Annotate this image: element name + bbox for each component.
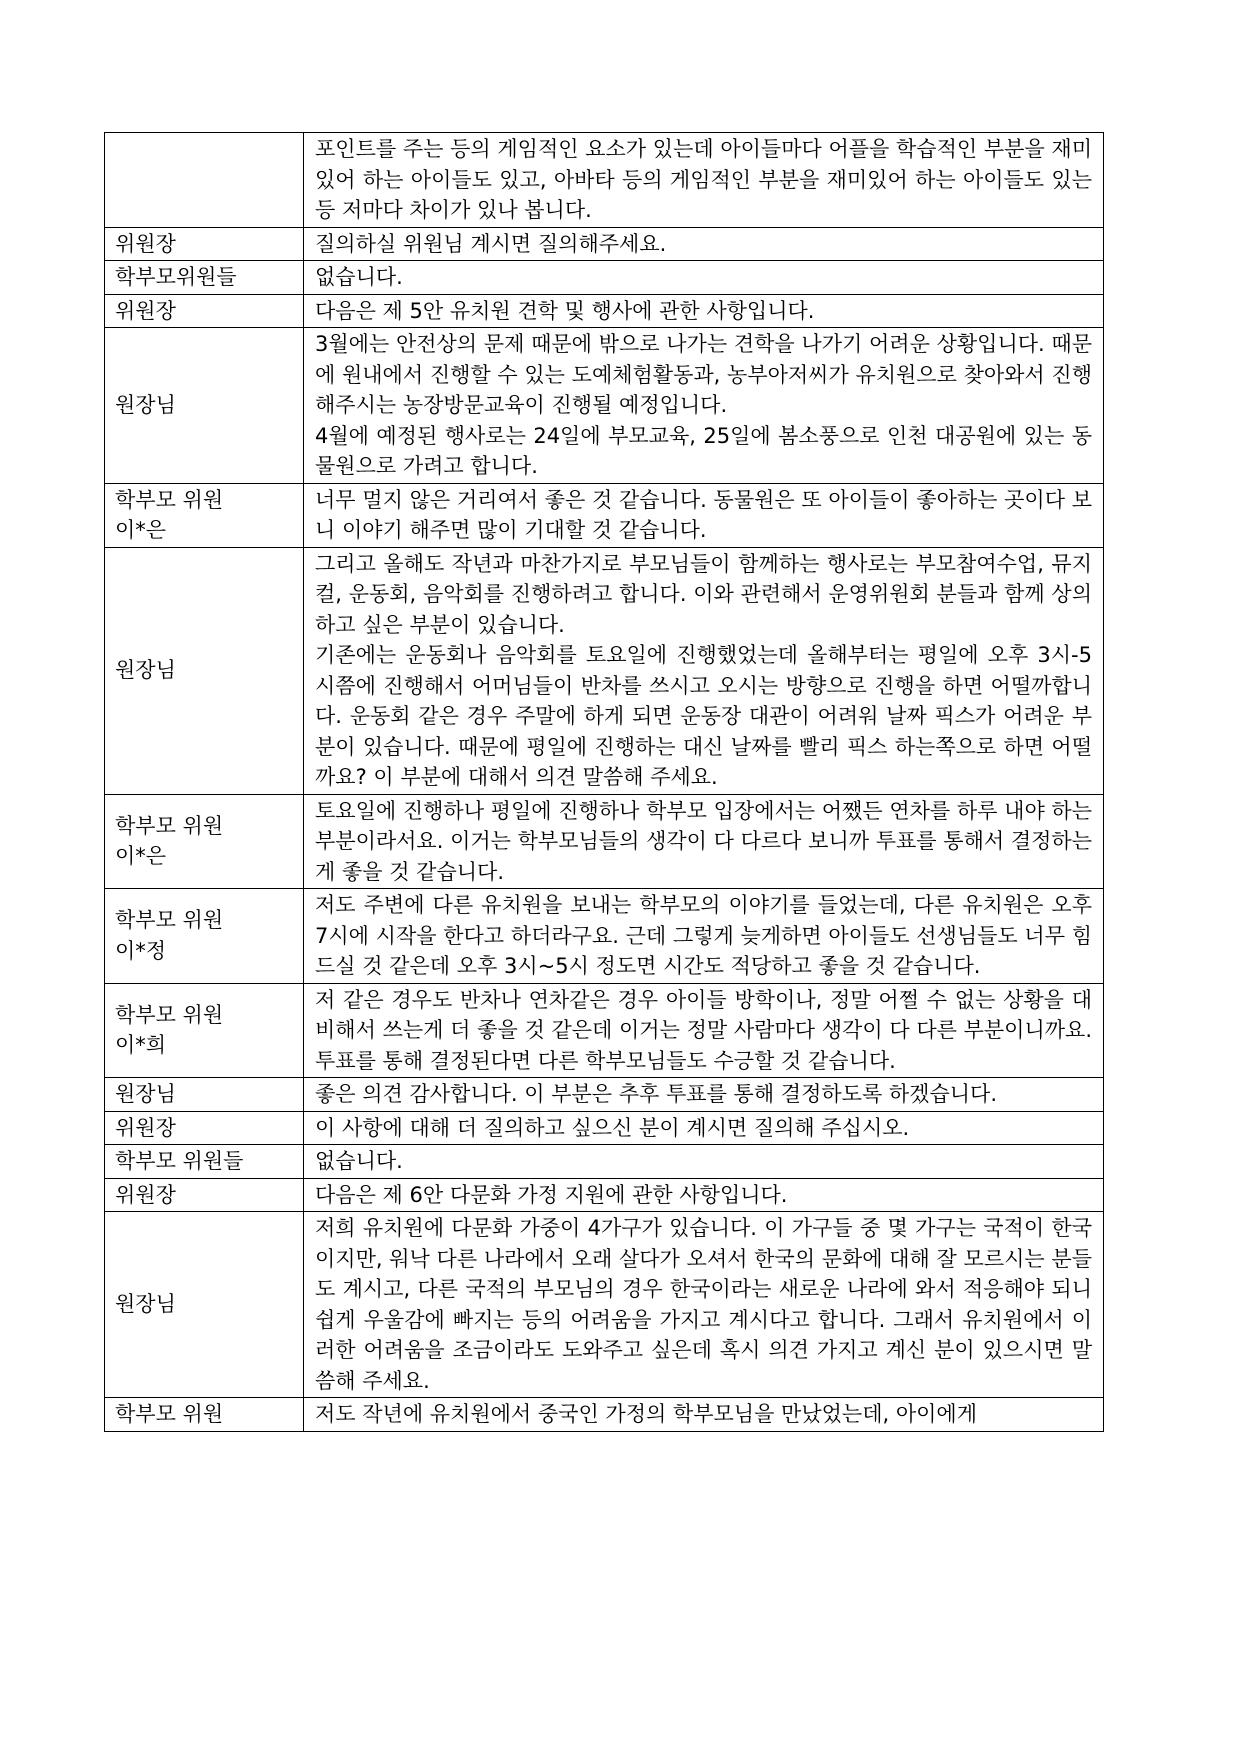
table-row (105, 294, 1104, 328)
table-row (105, 547, 1104, 794)
statement-cell (304, 261, 1104, 295)
speaker-cell (105, 1398, 304, 1432)
speaker-name: 학부모 위원 (115, 813, 224, 838)
speaker-cell (105, 328, 304, 484)
table-row (105, 1111, 1104, 1145)
speaker-name: 위원장 (115, 1182, 176, 1207)
statement-cell (304, 1398, 1104, 1432)
statement-cell (304, 547, 1104, 794)
speaker-name: 학부모 위원들 (115, 1149, 244, 1173)
statement-cell (304, 983, 1104, 1078)
speaker-cell (105, 983, 304, 1078)
speaker-name: 위원장 (115, 231, 176, 256)
speaker-name: 원장님 (115, 1082, 176, 1106)
speaker-cell (105, 483, 304, 547)
statement-paragraph: 저도 주변에 다른 유치원을 보내는 학부모의 이야기를 들었는데, 다른 유치원은 오후 7시에 시작을 한다고 하더라구요. 근데 그렇게 늦게하면 아이들도 선생님들도 너무 힘드실 것 같은데 오후 3시~5시 정도면 시간도 적당하고 좋을 것 같습니다. (315, 893, 1092, 978)
statement-paragraph: 기존에는 운동회나 음악회를 토요일에 진행했었는데 올해부터는 평일에 오후 3시-5시쯤에 진행해서 어머님들이 반차를 쓰시고 오시는 방향으로 진행을 하면 어떨까합니다. 운동회 같은 경우 주말에 하게 되면 운동장 대관이 어려워 날짜 픽스가 어려운 부분이 있습니다. 때문에 평일에 진행하는 대신 날짜를 빨리 픽스 하는쪽으로 하면 어떨까요? 이 부분에 대해서 의견 말씀해 주세요. (315, 643, 1092, 789)
speaker-cell (105, 294, 304, 328)
speaker-name: 학부모 위원 (115, 487, 224, 512)
table-row (105, 1145, 1104, 1179)
statement-paragraph: 토요일에 진행하나 평일에 진행하나 학부모 입장에서는 어쨌든 연차를 하루 내야 하는 부분이라서요. 이거는 학부모님들의 생각이 다 다르다 보니까 투표를 통해서 결정하는게 좋을 것 같습니다. (315, 798, 1092, 884)
statement-cell (304, 294, 1104, 328)
table-row (105, 133, 1104, 228)
statement-cell (304, 328, 1104, 484)
speaker-name: 학부모 위원 (115, 1002, 224, 1027)
statement-cell (304, 1078, 1104, 1112)
statement-paragraph: 좋은 의견 감사합니다. 이 부분은 추후 투표를 통해 결정하도록 하겠습니다. (315, 1082, 998, 1106)
speaker-cell (105, 133, 304, 228)
speaker-name: 위원장 (115, 1115, 176, 1140)
statement-paragraph: 4월에 예정된 행사로는 24일에 부모교육, 25일에 봄소풍으로 인천 대공원에 있는 동물원으로 가려고 합니다. (315, 423, 1092, 478)
speaker-cell (105, 1111, 304, 1145)
speaker-cell (105, 889, 304, 984)
statement-cell (304, 1212, 1104, 1398)
table-row (105, 983, 1104, 1078)
statement-paragraph: 너무 멀지 않은 거리여서 좋은 것 같습니다. 동물원은 또 아이들이 좋아하는 곳이다 보니 이야기 해주면 많이 기대할 것 같습니다. (315, 487, 1092, 542)
table-row (105, 1078, 1104, 1112)
speaker-cell (105, 1078, 304, 1112)
statement-cell (304, 227, 1104, 261)
speaker-name: 학부모 위원 (115, 908, 224, 933)
speaker-name: 원장님 (115, 1292, 176, 1317)
statement-paragraph: 그리고 올해도 작년과 마찬가지로 부모님들이 함께하는 행사로는 부모참여수업, 뮤지컬, 운동회, 음악회를 진행하려고 합니다. 이와 관련해서 운영위원회 분들과 함께 상의하고 싶은 부분이 있습니다. (315, 551, 1092, 637)
speaker-name: 이*희 (115, 1033, 167, 1058)
table-row (105, 889, 1104, 984)
statement-paragraph: 이 사항에 대해 더 질의하고 싶으신 분이 계시면 질의해 주십시오. (315, 1115, 910, 1140)
speaker-name: 이*정 (115, 938, 167, 963)
table-row (105, 1212, 1104, 1398)
statement-cell (304, 1145, 1104, 1179)
statement-paragraph: 없습니다. (315, 265, 403, 289)
speaker-cell (105, 547, 304, 794)
speaker-name: 이*은 (115, 518, 167, 542)
speaker-name: 원장님 (115, 393, 176, 417)
statement-cell (304, 133, 1104, 228)
statement-paragraph: 3월에는 안전상의 문제 때문에 밖으로 나가는 견학을 나가기 어려운 상황입니다. 때문에 원내에서 진행할 수 있는 도예체험활동과, 농부아저씨가 유치원으로 찾아와서 진행해주시는 농장방문교육이 진행될 예정입니다. (315, 332, 1092, 417)
statement-paragraph: 포인트를 주는 등의 게임적인 요소가 있는데 아이들마다 어플을 학습적인 부분을 재미있어 하는 아이들도 있고, 아바타 등의 게임적인 부분을 재미있어 하는 아이들도 있는 등 저마다 차이가 있나 봅니다. (315, 137, 1092, 222)
speaker-name: 학부모위원들 (115, 265, 237, 289)
statement-cell (304, 1178, 1104, 1212)
statement-paragraph: 저희 유치원에 다문화 가중이 4가구가 있습니다. 이 가구들 중 몇 가구는 국적이 한국이지만, 워낙 다른 나라에서 오래 살다가 오셔서 한국의 문화에 대해 잘 모르시는 분들도 계시고, 다른 국적의 부모님의 경우 한국이라는 새로운 나라에 와서 적응해야 되니 쉽게 우울감에 빠지는 등의 어려움을 가지고 계시다고 합니다. 그래서 유치원에서 이러한 어려움을 조금이라도 도와주고 싶은데 혹시 의견 가지고 계신 분이 있으시면 말씀해 주세요. (315, 1216, 1092, 1393)
speaker-cell (105, 227, 304, 261)
statement-paragraph: 질의하실 위원님 계시면 질의해주세요. (315, 231, 667, 256)
speaker-name: 학부모 위원 (115, 1402, 224, 1426)
table-row (105, 227, 1104, 261)
statement-paragraph: 다음은 제 6안 다문화 가정 지원에 관한 사항입니다. (315, 1182, 788, 1207)
meeting-minutes-table (104, 132, 1104, 1432)
table-row (105, 328, 1104, 484)
speaker-cell (105, 1178, 304, 1212)
statement-paragraph: 저도 작년에 유치원에서 중국인 가정의 학부모님을 만났었는데, 아이에게 (315, 1402, 977, 1426)
statement-paragraph: 다음은 제 5안 유치원 견학 및 행사에 관한 사항입니다. (315, 298, 815, 323)
statement-cell (304, 889, 1104, 984)
statement-paragraph: 저 같은 경우도 반차나 연차같은 경우 아이들 방학이나, 정말 어쩔 수 없는 상황을 대비해서 쓰는게 더 좋을 것 같은데 이거는 정말 사람마다 생각이 다 다른 부분이니까요. 투표를 통해 결정된다면 다른 학부모님들도 수긍할 것 같습니다. (315, 987, 1093, 1073)
statement-paragraph: 없습니다. (315, 1149, 403, 1173)
speaker-name: 위원장 (115, 298, 176, 323)
table-row (105, 261, 1104, 295)
speaker-cell (105, 794, 304, 889)
speaker-cell (105, 1145, 304, 1179)
table-row (105, 1178, 1104, 1212)
statement-cell (304, 1111, 1104, 1145)
speaker-cell (105, 261, 304, 295)
speaker-cell (105, 1212, 304, 1398)
table-row (105, 483, 1104, 547)
minutes-table-body (105, 133, 1104, 1432)
statement-cell (304, 794, 1104, 889)
table-row (105, 1398, 1104, 1432)
table-row (105, 794, 1104, 889)
speaker-name: 이*은 (115, 844, 167, 869)
statement-cell (304, 483, 1104, 547)
speaker-name: 원장님 (115, 658, 176, 683)
